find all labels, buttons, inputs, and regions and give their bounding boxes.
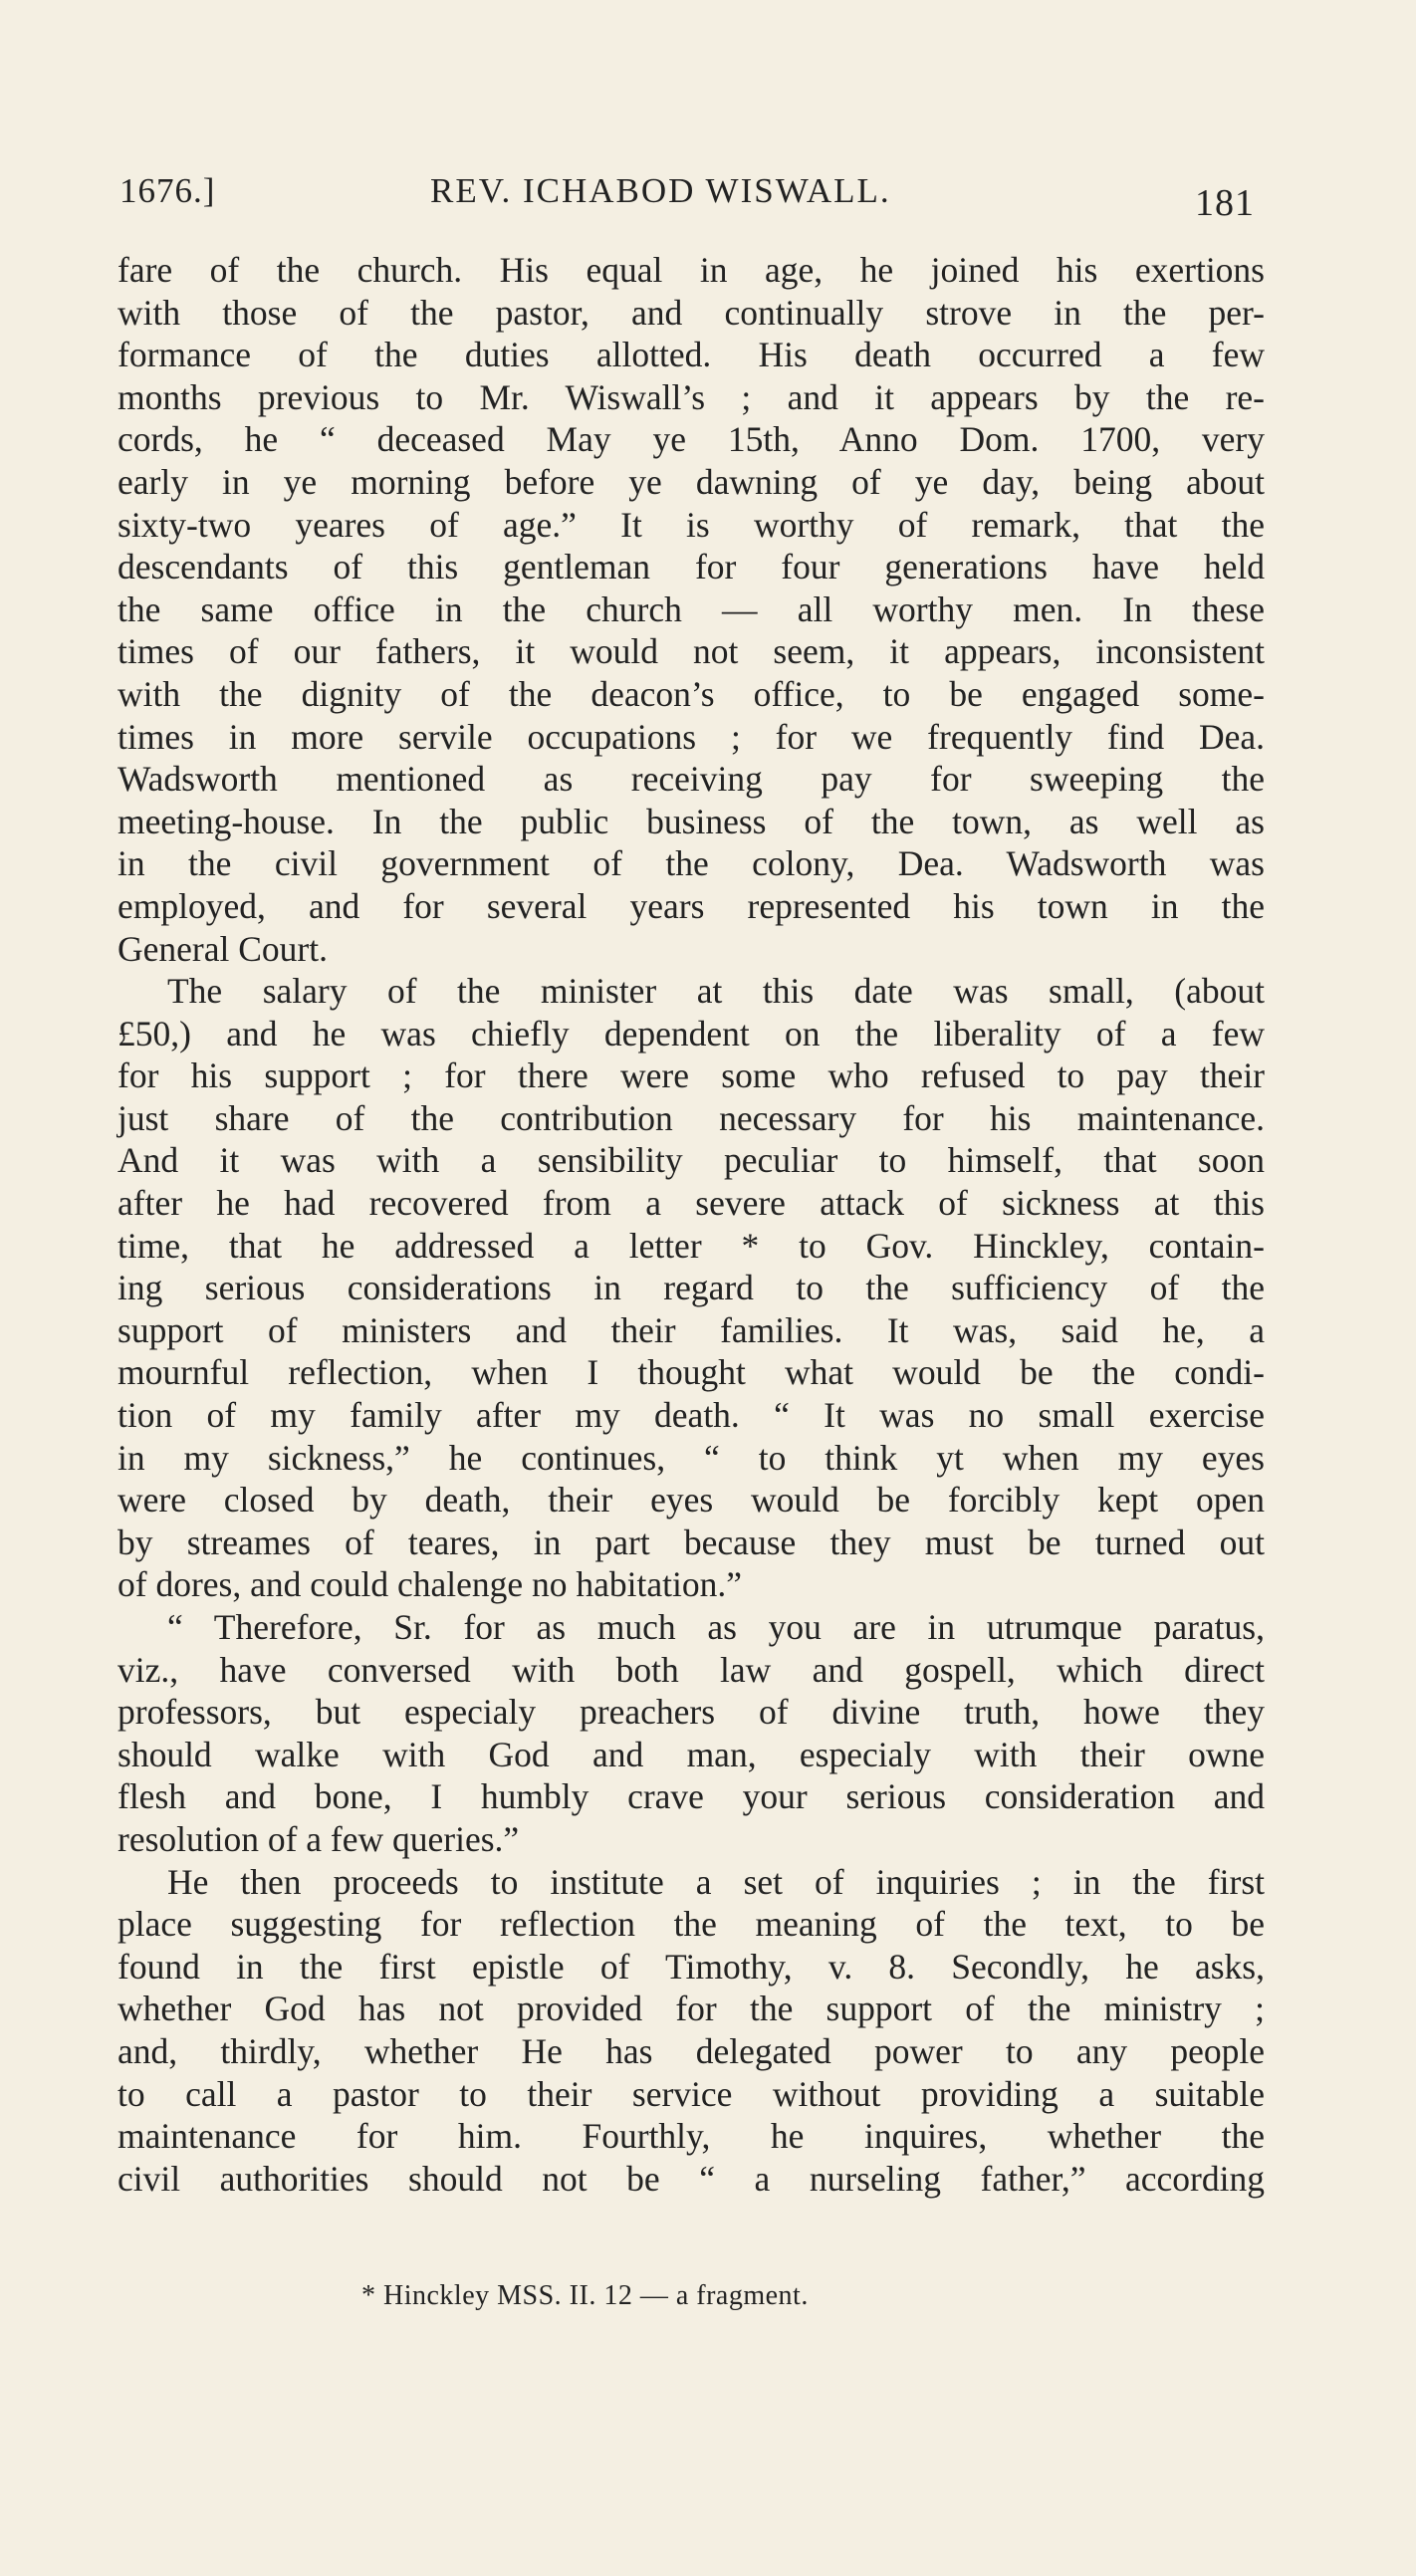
text-line: and, thirdly, whether He has delegated power to any people — [118, 2030, 1265, 2071]
text-line: in the civil government of the colony, Dea. Wadsworth was — [118, 843, 1265, 884]
text-line: time, that he addressed a letter * to Gov. Hinckley, contain- — [118, 1225, 1265, 1266]
footnote: * Hinckley MSS. II. 12 — a fragment. — [361, 2280, 809, 2311]
text-line: found in the first epistle of Timothy, v. 8. Secondly, he asks, — [118, 1946, 1265, 1987]
text-line: maintenance for him. Fourthly, he inquires, whether the — [118, 2116, 1265, 2157]
text-line: meeting-house. In the public business of the town, as well as — [118, 801, 1265, 841]
text-line: support of ministers and their families. It was, said he, a — [118, 1309, 1265, 1350]
text-line: place suggesting for reflection the meaning of the text, to be — [118, 1904, 1265, 1945]
text-line: after he had recovered from a severe attack of sickness at this — [118, 1183, 1265, 1224]
text-line: flesh and bone, I humbly crave your serious consideration and — [118, 1776, 1265, 1817]
text-line: The salary of the minister at this date was small, (about — [167, 971, 1265, 1012]
text-line: times in more servile occupations ; for we frequently find Dea. — [118, 716, 1265, 757]
header-date: 1676.] — [119, 171, 216, 210]
text-line: formance of the duties allotted. His death occurred a few — [118, 335, 1265, 375]
text-line: £50,) and he was chiefly dependent on the liberality of a few — [118, 1013, 1265, 1054]
text-line: mournful reflection, when I thought what would be the condi- — [118, 1352, 1265, 1393]
text-line: descendants of this gentleman for four generations have held — [118, 547, 1265, 587]
text-line: with the dignity of the deacon’s office, to be engaged some- — [118, 673, 1265, 714]
text-line: months previous to Mr. Wiswall’s ; and it appears by the re- — [118, 376, 1265, 417]
text-line: employed, and for several years represented his town in the — [118, 885, 1265, 926]
text-line: resolution of a few queries.” — [118, 1818, 520, 1859]
text-line: And it was with a sensibility peculiar to himself, that soon — [118, 1140, 1265, 1181]
running-header — [119, 167, 1265, 227]
text-line: He then proceeds to institute a set of inquiries ; in the first — [167, 1861, 1265, 1902]
text-line: for his support ; for there were some who refused to pay their — [118, 1055, 1265, 1096]
body-text — [118, 249, 1265, 2200]
text-line: were closed by death, their eyes would be forcibly kept open — [118, 1480, 1265, 1521]
text-line: just share of the contribution necessary for his maintenance. — [118, 1097, 1265, 1138]
text-line: viz., have conversed with both law and gospell, which direct — [118, 1649, 1265, 1690]
text-line: with those of the pastor, and continually strove in the per- — [118, 292, 1265, 333]
text-line: whether God has not provided for the support of the ministry ; — [118, 1989, 1265, 2029]
text-line: early in ye morning before ye dawning of ye day, being about — [118, 461, 1265, 502]
text-line: should walke with God and man, especialy with their owne — [118, 1734, 1265, 1774]
text-line: ing serious considerations in regard to the sufficiency of the — [118, 1268, 1265, 1308]
text-line: “ Therefore, Sr. for as much as you are in utrumque paratus, — [167, 1607, 1265, 1647]
text-line: sixty-two yeares of age.” It is worthy of remark, that the — [118, 504, 1265, 545]
text-line: of dores, and could chalenge no habitation.” — [118, 1564, 742, 1605]
text-line: to call a pastor to their service without providing a suitable — [118, 2073, 1265, 2114]
text-line: Wadsworth mentioned as receiving pay for sweeping the — [118, 759, 1265, 800]
text-line: times of our fathers, it would not seem, it appears, inconsistent — [118, 631, 1265, 672]
text-line: professors, but especialy preachers of divine truth, howe they — [118, 1692, 1265, 1733]
header-title: REV. ICHABOD WISWALL. — [430, 171, 891, 210]
text-line: General Court. — [118, 928, 328, 969]
text-line: in my sickness,” he continues, “ to think yt when my eyes — [118, 1437, 1265, 1478]
text-line: by streames of teares, in part because they must be turned out — [118, 1522, 1265, 1562]
text-line: cords, he “ deceased May ye 15th, Anno Dom. 1700, very — [118, 419, 1265, 460]
page-number: 181 — [1195, 182, 1255, 224]
text-line: tion of my family after my death. “ It was no small exercise — [118, 1395, 1265, 1436]
text-line: the same office in the church — all worthy men. In these — [118, 588, 1265, 629]
text-line: civil authorities should not be “ a nurseling father,” according — [118, 2158, 1265, 2199]
text-line: fare of the church. His equal in age, he joined his exertions — [118, 250, 1265, 290]
